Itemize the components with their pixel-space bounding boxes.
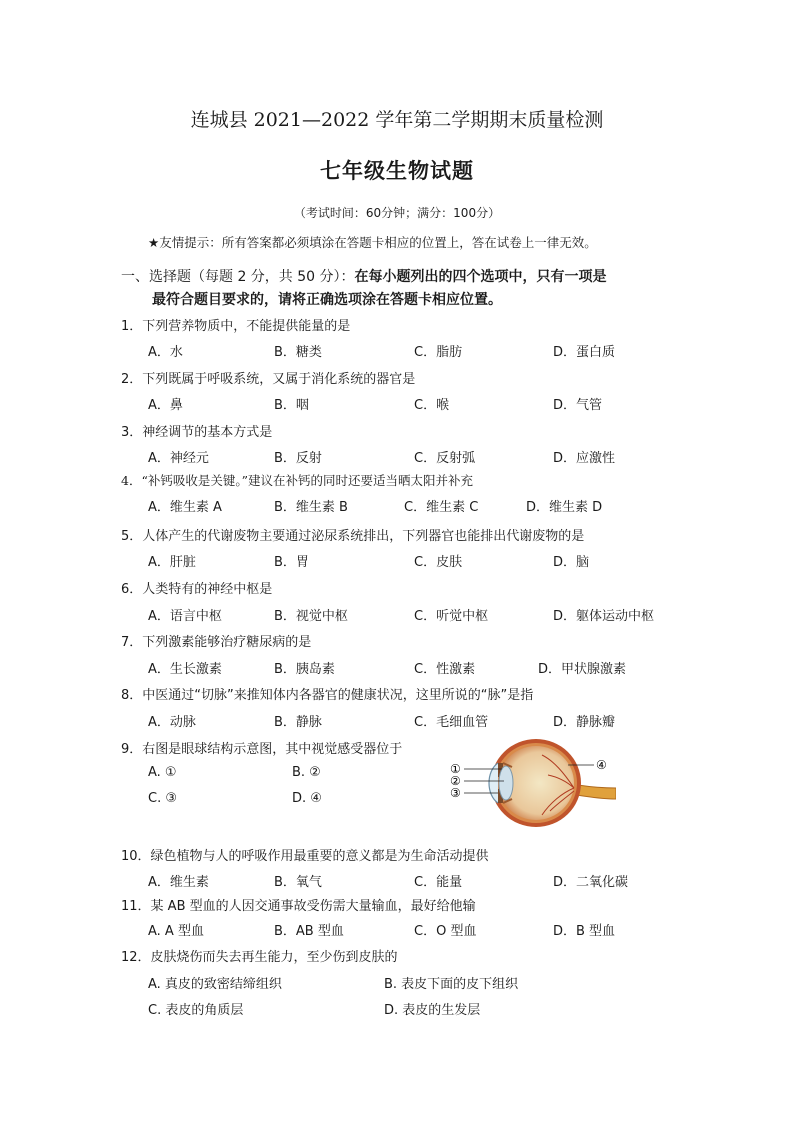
q2-option-b: B．咽 [274,398,309,413]
q6-option-b: B．视觉中枢 [274,609,348,624]
q3-option-b: B．反射 [274,451,322,466]
q7-option-c: C．性激素 [414,662,476,677]
q1-option-a: A．水 [148,345,183,360]
section-heading-line2 [152,289,502,309]
q1-option-c: C．脂肪 [414,345,463,360]
q6-option-d: D．躯体运动中枢 [553,609,655,624]
q3-option-a: A．神经元 [148,451,209,466]
exam-info: （考试时间：60分钟；满分：100分） [293,206,501,220]
q10-option-a: A．维生素 [148,875,209,890]
friendly-tip: ★友情提示：所有答案都必须填涂在答题卡相应的位置上，答在试卷上一律无效。 [148,235,597,250]
q10-option-b: B．氧气 [274,875,322,890]
q11-option-b: B．AB 型血 [274,924,344,939]
q1-option-b: B．糖类 [274,345,322,360]
question-4: 4．“补钙吸收是关键。”建议在补钙的同时还要适当晒太阳并补充 [121,473,473,488]
question-1: 1．下列营养物质中，不能提供能量的是 [121,319,351,334]
q2-option-d: D．气管 [553,398,603,413]
q5-option-c: C．皮肤 [414,555,463,570]
label-1: ① [450,762,461,776]
q5-option-a: A．肝脏 [148,555,196,570]
section-heading-line1 [121,266,607,286]
q1-option-d: D．蛋白质 [553,345,616,360]
q11-option-d: D．B 型血 [553,924,616,939]
q5-option-d: D．脑 [553,555,590,570]
question-2: 2．下列既属于呼吸系统，又属于消化系统的器官是 [121,372,416,387]
section-instruction-1: 在每小题列出的四个选项中，只有一项是 [354,269,607,285]
question-10: 10．绿色植物与人的呼吸作用最重要的意义都是为生命活动提供 [121,849,489,864]
q8-option-b: B．静脉 [274,715,322,730]
q12-option-d: D. 表皮的生发层 [384,1003,481,1018]
section-instruction-2: 最符合题目要求的，请将正确选项涂在答题卡相应位置。 [152,292,502,308]
label-2: ② [450,774,461,788]
q11-option-a: A. A 型血 [148,924,204,939]
q4-option-a: A．维生素 A [148,500,222,515]
question-11: 11．某 AB 型血的人因交通事故受伤需大量输血，最好给他输 [121,899,476,914]
q12-option-a: A. 真皮的致密结缔组织 [148,977,282,992]
q12-option-b: B. 表皮下面的皮下组织 [384,977,519,992]
exam-title: 连城县 2021—2022 学年第二学期期末质量检测 [190,109,604,131]
question-9: 9．右图是眼球结构示意图，其中视觉感受器位于 [121,742,403,757]
q11-option-c: C．O 型血 [414,924,477,939]
q2-option-a: A．鼻 [148,398,183,413]
q9-option-b: B. ② [292,765,321,780]
optic-nerve [576,785,616,799]
q4-option-c: C．维生素 C [404,500,479,515]
q8-option-c: C．毛细血管 [414,715,489,730]
q7-option-b: B．胰岛素 [274,662,335,677]
section-heading: 一、选择题（每题 2 分，共 50 分）： [121,269,355,285]
question-12: 12．皮肤烧伤而失去再生能力，至少伤到皮肤的 [121,950,398,965]
label-3: ③ [450,786,461,800]
label-4: ④ [596,758,607,772]
q10-option-d: D．二氧化碳 [553,875,629,890]
question-5: 5．人体产生的代谢废物主要通过泌尿系统排出，下列器官也能排出代谢废物的是 [121,529,585,544]
eyeball-diagram [446,733,616,833]
q5-option-b: B．胃 [274,555,309,570]
q8-option-d: D．静脉瓣 [553,715,616,730]
question-6: 6．人类特有的神经中枢是 [121,582,273,597]
lens [499,766,513,800]
q7-option-a: A．生长激素 [148,662,222,677]
q9-option-a: A. ① [148,765,177,780]
q2-option-c: C．喉 [414,398,450,413]
question-3: 3．神经调节的基本方式是 [121,425,273,440]
question-7: 7．下列激素能够治疗糖尿病的是 [121,635,312,650]
q8-option-a: A．动脉 [148,715,196,730]
q12-option-c: C. 表皮的角质层 [148,1003,244,1018]
q4-option-d: D．维生素 D [526,500,603,515]
q9-option-c: C. ③ [148,791,177,806]
q6-option-a: A．语言中枢 [148,609,222,624]
exam-subtitle: 七年级生物试题 [320,158,474,183]
q4-option-b: B．维生素 B [274,500,348,515]
q10-option-c: C．能量 [414,875,463,890]
question-8: 8．中医通过“切脉”来推知体内各器官的健康状况，这里所说的“脉”是指 [121,688,534,703]
q3-option-c: C．反射弧 [414,451,476,466]
q3-option-d: D．应激性 [553,451,616,466]
q6-option-c: C．听觉中枢 [414,609,489,624]
q9-option-d: D. ④ [292,791,322,806]
q7-option-d: D．甲状腺激素 [538,662,627,677]
